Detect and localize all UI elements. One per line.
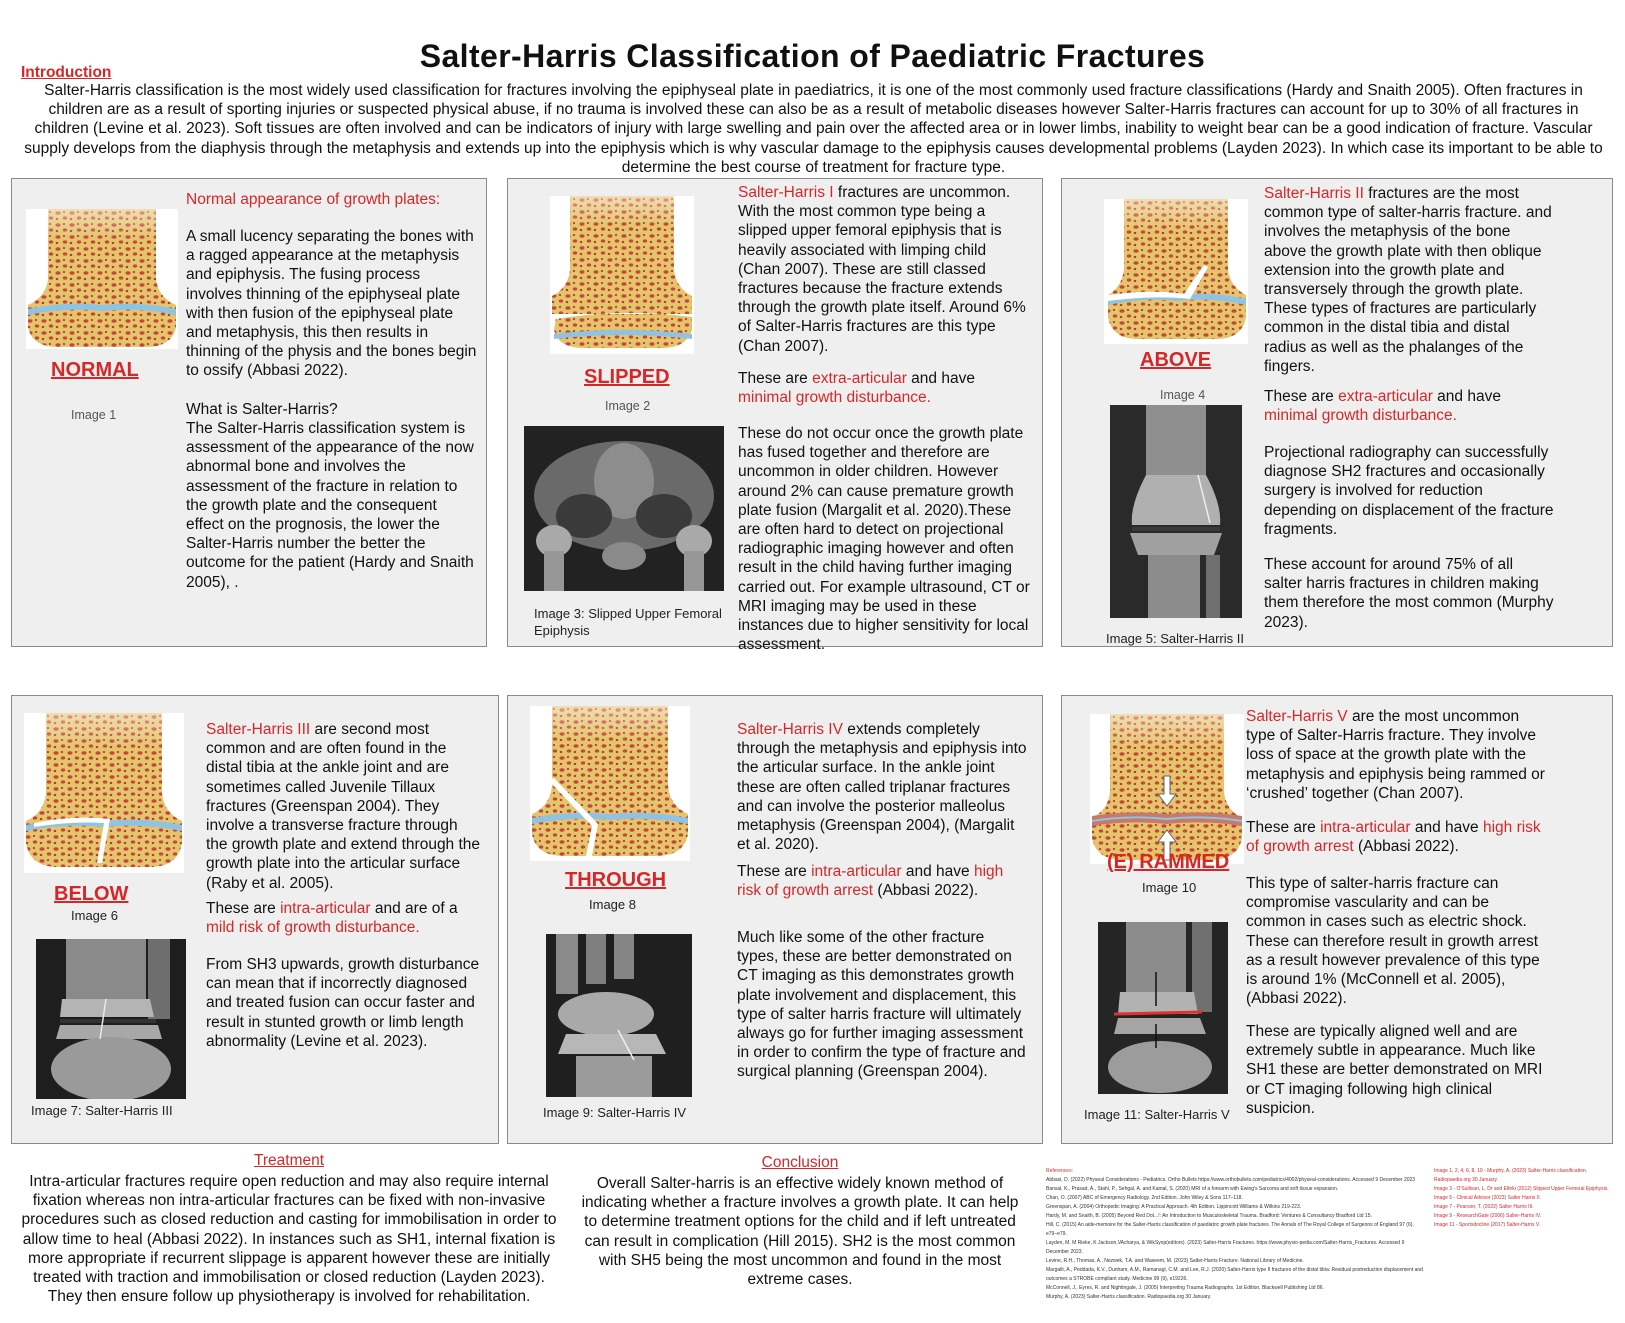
sh3-p2-text2: and are of a xyxy=(370,900,458,917)
through-label: THROUGH xyxy=(565,869,667,891)
sh5-p2-text: These are xyxy=(1246,819,1321,836)
normal-body: A small lucency separating the bones with a ragged appearance at the metaphysis and epiphysis. The fusing process involves thinning of the epiphyseal plate with then fusion of the epiphyseal plate and metaphysis, this then results in thinning of the physis and the bones begin to ossify (Abbasi 2022). What is Salter-Harris? The Salter-Harris classification system is assessment of the appearance of the now abnormal bone and involves the assessment of the fracture in relation to the growth plate and the consequent effect on the prognosis, the lower the Salter-Harris number the better the outcome for the patient (Hardy and Snaith 2005), . xyxy=(186,228,477,591)
sh4-p2-text: These are xyxy=(737,863,812,880)
panel-above xyxy=(1061,178,1613,647)
sh1-growth-risk: minimal growth disturbance. xyxy=(738,389,931,407)
sh2-p2-text: These are xyxy=(1264,388,1339,405)
sh5-p2-text2: and have xyxy=(1410,819,1483,836)
image-reference-item: Image 3 - O'Sullivan, L. Dr and Elfeki (2012) Slipped Upper Femoral Epiphysis. xyxy=(1434,1186,1609,1192)
image-reference-item: Image 9 - ResearchGate (2006) Salter-Harris IV. xyxy=(1434,1213,1542,1219)
sh3-text: are second most common and are often found in the distal tibia at the ankle joint and are sometimes called Juvenile Tillaux fractures (Greenspan 2004). They involve a transverse fracture through the growth plate and extend through the growth plate into the articular surface (Raby et al. 2005). xyxy=(206,721,481,892)
references-block xyxy=(1046,1167,1614,1307)
panel-slipped xyxy=(507,178,1043,654)
above-label: ABOVE xyxy=(1140,349,1212,371)
sh2-text: fractures are the most common type of salter-harris fracture. and involves the metaphysis of the bone above the growth plate with then oblique extension into the growth plate and transversely through the growth plate. These types of fractures are particularly common in the distal tibia and distal radius as well as the phalanges of the fingers. xyxy=(1264,185,1552,375)
sh5-text: are the most uncommon type of Salter-Harris fracture. They involve loss of space at the growth plate with the metaphysis and epiphysis being rammed or ‘crushed’ together (Chan 2007). xyxy=(1246,708,1545,802)
references-column-2 xyxy=(1434,1167,1614,1230)
reference-item: Chan, O. (2007) ABC of Emergency Radiology. 2nd Edition. John Wiley & Sons 117–118. xyxy=(1046,1195,1243,1201)
image-reference-item: Image 5 - Clinical Advisor (2023) Salter Harris II. xyxy=(1434,1195,1541,1201)
sh4-paragraph-1 xyxy=(737,720,1029,854)
panel-through xyxy=(507,695,1043,1144)
sh3-p2-text: These are xyxy=(206,900,281,917)
conclusion-body: Overall Salter-harris is an effective widely known method of indicating whether a fracture involves a growth plate. It can help to determine treatment options for the child and if left untreated can result in complication (Hill 2015). SH2 is the most common with SH5 being the most uncommon and found in the most extreme cases. xyxy=(581,1175,1019,1289)
reference-item: Levine, R.H., Thomas, A., Nezwek, T.A. and Waseem, M. (2023) Salter-Harris Fracture. National Library of Medicine. xyxy=(1046,1258,1304,1264)
reference-item: Murphy, A. (2023) Salter-Harris classification. Radiopaedia.org 30 January. xyxy=(1046,1294,1212,1300)
sh4-p2-text2: and have xyxy=(901,863,974,880)
sh3-paragraph-3: From SH3 upwards, growth disturbance can mean that if incorrectly diagnosed and treated fusion can occur faster and result in stunted growth or limb length abnormality (Levine et al. 2023). xyxy=(206,956,480,1050)
below-label: BELOW xyxy=(54,883,129,905)
sh5-paragraph-3: This type of salter-harris fracture can compromise vascularity and can be common in cases such as electric shock. These can therefore result in growth arrest as a result however prevalence of this type is around 1% (McConnell et al. 2005), (Abbasi 2022). xyxy=(1246,875,1540,1008)
sh4-growth-risk: high risk of growth arrest xyxy=(737,863,1004,900)
image9-caption: Image 9: Salter-Harris IV xyxy=(543,1105,687,1120)
sh2-paragraph-3: Projectional radiography can successfully diagnose SH2 fractures and occasionally surgery is involved for reduction depending on displacement of the fracture fragments. xyxy=(1264,444,1554,538)
rammed-label: (E) RAMMED xyxy=(1107,851,1230,873)
sh4-bone-diagram xyxy=(530,706,690,861)
sh2-extra-articular: extra-articular xyxy=(1338,388,1433,405)
introduction-body: Salter-Harris classification is the most widely used classification for fractures involving the epiphyseal plate in paediatrics, it is one of the most commonly used fracture classifications (Hardy and Snaith 2005). Often fractures in children are as a result of sporting injuries or suspected physical abuse, if no trauma is involved these can also be as a result of metabolic diseases however Salter-Harris fractures can account for up to 30% of all fractures in children (Levine et al. 2023). Soft tissues are often involved and can be indicators of injury with large swelling and pain over the affected area or in lower limbs, inability to weight bear can be a good indication of fracture. Vascular supply develops from the diaphysis through the metaphysis and extends up into the epiphysis which is why vascular damage to the epiphysis causes developmental problems (Layden 2023). In which case its important to be able to determine the best course of treatment for fracture type. xyxy=(24,82,1603,176)
image2-caption: Image 2 xyxy=(605,399,651,413)
reference-item: Abbasi, D. (2022) Physeal Considerations - Pediatrics. Ortho Bullets https://www.orthobullets.com/pediatrics/4002/physeal-considerations. Accessed 9 December 2023 xyxy=(1046,1177,1416,1183)
sh1-p2-text: These are xyxy=(738,370,813,387)
pelvis-xray-image xyxy=(524,426,724,591)
sh1-extra-articular: extra-articular xyxy=(812,370,907,387)
poster-title: Salter-Harris Classification of Paediatric Fractures xyxy=(419,38,1206,74)
image3-caption: Image 3: Slipped Upper Femoral Epiphysis xyxy=(534,606,722,638)
sh4-paragraph-2 xyxy=(737,862,1029,900)
image8-caption: Image 8 xyxy=(589,897,636,912)
knee-xray-image xyxy=(1110,405,1242,618)
image-reference-item: Image 7 - Pearson, T. (2022) Salter Harris III. xyxy=(1434,1204,1534,1210)
image10-caption: Image 10 xyxy=(1142,880,1197,895)
sh1-p2-text2: and have xyxy=(906,370,975,387)
panel-below xyxy=(11,695,499,1144)
sh3-paragraph-1 xyxy=(206,720,482,893)
sh5-bone-diagram xyxy=(1090,714,1244,864)
sh1-paragraph-3: These do not occur once the growth plate has fused together and therefore are uncommon in older children. However around 2% can cause premature growth plate fusion (Margalit et al. 2020).These are often hard to detect on projectional radiographic imaging however and often result in the child having further imaging carried out. For example ultrasound, CT or MRI imaging may be used in these instances due to higher sensitivity for local assessment. xyxy=(738,425,1030,654)
sh1-bone-diagram xyxy=(550,196,694,354)
sh3-paragraph-2 xyxy=(206,899,482,937)
reference-item: Hill, C. (2015) An aide-memoire for the Salter-Harris classification of paediatric growth plate fractures. The Annals of The Royal College of Surgeons of England 97 (6), e79–e79. xyxy=(1046,1222,1414,1237)
sh3-growth-risk: mild risk of growth disturbance. xyxy=(206,919,420,937)
sh2-paragraph-2 xyxy=(1264,387,1554,425)
normal-heading: Normal appearance of growth plates: xyxy=(186,191,441,208)
image4-caption: Image 4 xyxy=(1160,388,1206,402)
sh2-lead: Salter-Harris II xyxy=(1264,185,1364,202)
reference-item: Layden, M. M Rieke, K Jackson,VAcharya, & WikSyop(editors). (2023) Salter-Harris Fractures. https://www.physio-pedia.com/Salter-Harris_Fractures. Accessed 9 December 2023. xyxy=(1046,1240,1405,1255)
image-reference-item: Image 1, 2, 4, 6, 8, 10 - Murphy, A. (2023) Salter-Harris classification. Radiopaedia.org 30 January. xyxy=(1434,1168,1588,1183)
ankle-xray-image xyxy=(36,939,186,1099)
ankle-xray-sh5-image xyxy=(1098,922,1228,1094)
reference-item: Greenspan, A. (2004) Orthopedic Imaging: A Practical Approach. 4th Edition. Lippincott Williams & Wilkins 219-223. xyxy=(1046,1204,1302,1210)
image6-caption: Image 6 xyxy=(71,908,118,923)
normal-bone-diagram xyxy=(26,209,178,349)
sh3-bone-diagram xyxy=(24,713,184,873)
slipped-label: SLIPPED xyxy=(584,366,670,388)
reference-item: McConnell, J., Eyres, R. and Nightingale, J. (2005) Interpreting Trauma Radiographs. 1st Edition. Blackwell Publishing Ltd 86. xyxy=(1046,1285,1324,1291)
sh2-p2-text2: and have xyxy=(1432,388,1501,405)
sh2-bone-diagram xyxy=(1104,199,1248,344)
sh5-paragraph-2 xyxy=(1246,818,1548,856)
sh5-lead: Salter-Harris V xyxy=(1246,708,1348,725)
reference-item: Bansal, K., Prasad, A., Stahl, P., Sehgal, A. and Kamal, S. (2020) MRI of a forearm with Ewing's Sarcoma and soft tissue expansion. xyxy=(1046,1186,1339,1192)
panel-rammed xyxy=(1061,695,1613,1144)
reference-item: Hardy, M. and Snaith, B. (2005) Beyond Red Dot...!: An Introduction to Musculoskeletal Trauma. Bradford: Ventures & Consultancy Bradford Ltd 15. xyxy=(1046,1213,1372,1219)
sh4-lead: Salter-Harris IV xyxy=(737,721,843,738)
references-column-1 xyxy=(1046,1167,1426,1302)
image-reference-item: Image 11 - Sportsdocline (2017) Salter-Harris V. xyxy=(1434,1222,1541,1228)
sh5-paragraph-4: These are typically aligned well and are extremely subtle in appearance. Much like SH1 these are better demonstrated on MRI or CT imaging following high clinical suspicion. xyxy=(1246,1023,1543,1117)
sh3-intra-articular: intra-articular xyxy=(280,900,371,917)
sh5-intra-articular: intra-articular xyxy=(1320,819,1411,836)
introduction-heading: Introduction xyxy=(21,64,112,81)
image7-caption: Image 7: Salter-Harris III xyxy=(31,1103,173,1118)
sh4-intra-articular: intra-articular xyxy=(811,863,902,880)
sh1-lead: Salter-Harris I xyxy=(738,184,834,201)
sh4-text: extends completely through the metaphysis and epiphysis into the articular surface. In the ankle joint these are often called triplanar fractures and can involve the posterior malleolus metaphysis (Greenspan 2004), (Margalit et al. 2020). xyxy=(737,721,1027,854)
sh2-growth-risk: minimal growth disturbance. xyxy=(1264,407,1457,425)
references-heading: References: xyxy=(1046,1168,1073,1174)
sh3-lead: Salter-Harris III xyxy=(206,721,311,738)
image11-caption: Image 11: Salter-Harris V xyxy=(1084,1107,1230,1122)
image1-caption: Image 1 xyxy=(71,408,117,422)
sh2-paragraph-1 xyxy=(1264,184,1554,376)
reference-item: Margalit, A., Peddada, K.V., Dunham, A.M., Ramanagi, C.M. and Lee, R.J. (2020) Salter-Harris type II fractures of the distal tibia: Residual postreduction displacement and outcomes a STROBE compliant study. Medicine 99 (9), e19226. xyxy=(1046,1267,1423,1282)
sh1-paragraph-2 xyxy=(738,369,1030,407)
conclusion-heading: Conclusion xyxy=(761,1154,839,1171)
sh1-paragraph-1 xyxy=(738,183,1030,356)
panel-normal xyxy=(11,178,487,647)
image5-caption: Image 5: Salter-Harris II xyxy=(1106,631,1244,646)
sh1-text: fractures are uncommon. With the most common type being a slipped upper femoral epiphysis that is heavily associated with limping child (Chan 2007). These are still classed fractures because the fracture extends through the growth plate itself. Around 6% of Salter-Harris fractures are this type (Chan 2007). xyxy=(738,184,1026,355)
sh5-growth-risk: high risk of growth arrest xyxy=(1246,819,1541,856)
sh4-paragraph-3: Much like some of the other fracture types, these are better demonstrated on CT imaging as this demonstrates growth plate involvement and displacement, this type of salter harris fracture will ultimately always go for further imaging assessment in order to confirm the type of fracture and surgical planning (Greenspan 2004). xyxy=(737,929,1026,1081)
wrist-xray-image xyxy=(546,934,692,1097)
treatment-body: Intra-articular fractures require open reduction and may also require internal fixation whereas non intra-articular fractures can be fixed with non-invasive procedures such as closed reduction and casting for immobilisation in order to allow time to heal (Abbasi 2022). In instances such as SH1, internal fixation is more appropriate if recurrent slippage is apparent however these are initially treated with traction and immobilisation or closed reduction (Layden 2023). They then ensure follow up physiotherapy is involved for rehabilitation. xyxy=(21,1173,557,1306)
normal-label: NORMAL xyxy=(51,359,139,381)
sh2-paragraph-4: These account for around 75% of all salter harris fractures in children making them therefore the most common (Murphy 2023). xyxy=(1264,556,1554,631)
sh5-p2-citation: (Abbasi 2022). xyxy=(1353,838,1459,856)
treatment-heading: Treatment xyxy=(253,1152,325,1169)
sh4-p2-citation: (Abbasi 2022). xyxy=(873,882,979,900)
sh5-paragraph-1 xyxy=(1246,707,1548,803)
